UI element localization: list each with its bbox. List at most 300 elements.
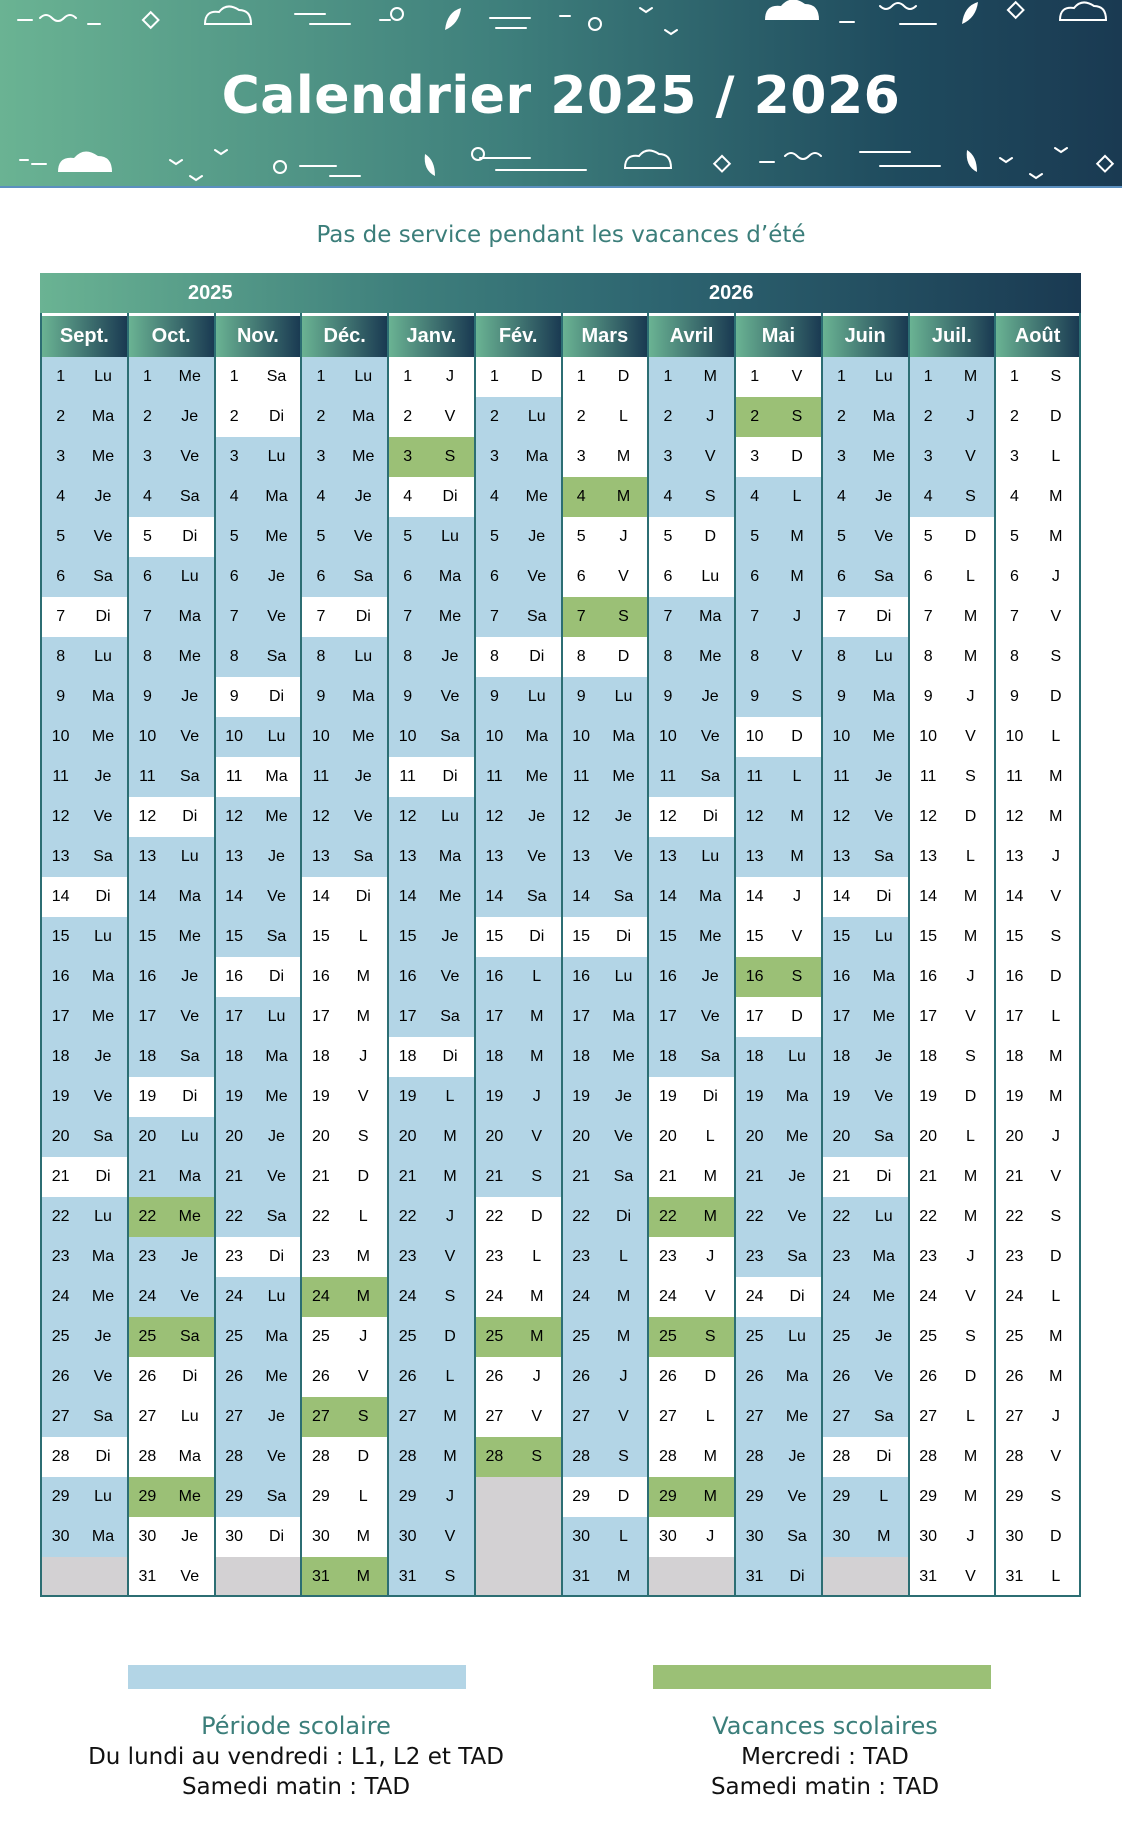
day-cell <box>823 1277 908 1317</box>
day-abbr: Sa <box>873 848 894 865</box>
day-number: 30 <box>658 1528 677 1545</box>
day-number: 28 <box>485 1448 504 1465</box>
day-abbr: Di <box>95 1168 111 1185</box>
day-abbr: S <box>618 608 629 625</box>
day-abbr: D <box>964 528 977 545</box>
day-abbr: S <box>1050 928 1062 945</box>
day-cell <box>42 597 127 637</box>
day-number: 14 <box>658 888 677 905</box>
day-abbr: S <box>791 688 803 705</box>
day-abbr: Sa <box>266 1208 287 1225</box>
day-number: 11 <box>399 768 416 785</box>
day-cell <box>42 1277 127 1317</box>
day-number: 23 <box>1005 1248 1024 1265</box>
day-abbr: Me <box>91 448 115 465</box>
day-number: 25 <box>658 1328 677 1345</box>
day-cell <box>129 517 214 557</box>
day-number: 14 <box>745 888 764 905</box>
day-cell <box>389 597 474 637</box>
day-number: 6 <box>316 568 326 585</box>
day-abbr: M <box>790 848 804 865</box>
day-cell <box>216 637 301 677</box>
day-number: 7 <box>836 608 846 625</box>
day-number: 26 <box>138 1368 157 1385</box>
day-cell <box>996 477 1079 517</box>
day-cell <box>823 797 908 837</box>
day-cell <box>302 477 387 517</box>
day-cell <box>476 1077 561 1117</box>
day-number: 18 <box>311 1048 330 1065</box>
day-number: 12 <box>138 808 157 825</box>
day-number: 10 <box>919 728 938 745</box>
day-abbr: L <box>966 848 975 865</box>
day-number: 2 <box>663 408 673 425</box>
day-number: 23 <box>658 1248 677 1265</box>
day-abbr: Me <box>352 728 375 745</box>
day-cell <box>910 637 995 677</box>
day-number: 26 <box>745 1368 764 1385</box>
day-cell <box>216 837 301 877</box>
day-abbr: Di <box>442 768 458 785</box>
day-number: 17 <box>485 1008 504 1025</box>
day-number: 15 <box>138 928 157 945</box>
day-number: 4 <box>1010 488 1019 505</box>
day-cell <box>563 637 648 677</box>
day-number: 7 <box>923 608 933 625</box>
day-abbr: J <box>966 1528 975 1545</box>
month-column <box>127 313 214 1597</box>
calendar-grid <box>40 313 1081 1597</box>
day-abbr: M <box>443 1448 457 1465</box>
day-number: 31 <box>138 1568 157 1585</box>
day-number: 9 <box>489 688 499 705</box>
day-number: 2 <box>489 408 499 425</box>
day-cell <box>563 357 648 397</box>
day-cell <box>389 957 474 997</box>
day-abbr: M <box>963 928 978 945</box>
day-cell <box>129 557 214 597</box>
day-abbr: Me <box>91 1288 115 1305</box>
day-cell <box>563 597 648 637</box>
day-abbr: M <box>616 1568 631 1585</box>
day-cell <box>216 1237 301 1277</box>
day-cell <box>996 597 1079 637</box>
day-number: 16 <box>1005 968 1024 985</box>
day-number: 13 <box>225 848 244 865</box>
day-number: 12 <box>398 808 417 825</box>
day-abbr: Ve <box>267 608 286 625</box>
legend-title-scolaire: Période scolaire <box>201 1712 391 1740</box>
day-abbr: Me <box>612 768 635 785</box>
day-cell <box>649 357 734 397</box>
day-abbr: V <box>357 1368 369 1385</box>
day-abbr: Lu <box>94 1208 112 1225</box>
day-number: 3 <box>923 448 933 465</box>
day-cell <box>823 837 908 877</box>
day-abbr: S <box>1050 648 1062 665</box>
day-abbr: V <box>791 648 803 665</box>
day-cell <box>996 877 1079 917</box>
day-cell <box>42 1317 127 1357</box>
day-cell <box>910 717 995 757</box>
day-cell <box>736 1557 821 1597</box>
month-header: Mai <box>736 316 821 357</box>
day-cell <box>302 1557 387 1597</box>
day-number: 18 <box>572 1048 591 1065</box>
day-number: 3 <box>403 448 413 465</box>
day-abbr: Di <box>268 688 285 705</box>
day-number: 7 <box>316 608 326 625</box>
day-abbr: L <box>358 1208 368 1225</box>
day-number: 13 <box>485 848 504 865</box>
day-cell <box>302 917 387 957</box>
day-abbr: M <box>790 568 804 585</box>
day-abbr: Sa <box>700 1048 721 1065</box>
day-abbr: Ve <box>527 848 547 865</box>
day-cell <box>736 1237 821 1277</box>
day-cell <box>996 797 1079 837</box>
day-abbr: Di <box>876 1168 892 1185</box>
day-number: 4 <box>750 488 760 505</box>
day-number: 5 <box>923 528 933 545</box>
day-cell <box>216 1277 301 1317</box>
day-abbr: Ve <box>93 528 113 545</box>
day-number: 28 <box>572 1448 591 1465</box>
day-cell <box>910 1397 995 1437</box>
day-number: 29 <box>398 1488 417 1505</box>
day-abbr: Ma <box>265 1328 288 1345</box>
day-cell <box>910 397 995 437</box>
day-number: 22 <box>51 1208 70 1225</box>
day-number: 23 <box>51 1248 70 1265</box>
day-abbr: J <box>793 888 801 905</box>
day-number: 24 <box>572 1288 591 1305</box>
day-abbr: Sa <box>93 1128 113 1145</box>
day-abbr: Ma <box>178 1168 201 1185</box>
day-abbr: Je <box>875 1328 893 1345</box>
month-column <box>387 313 474 1597</box>
day-cell <box>910 1317 995 1357</box>
day-abbr: Lu <box>788 1328 806 1345</box>
day-abbr: Sa <box>526 608 547 625</box>
day-cell <box>823 1477 908 1517</box>
day-cell <box>476 917 561 957</box>
day-cell <box>823 1117 908 1157</box>
day-cell <box>996 1357 1079 1397</box>
day-cell <box>129 1397 214 1437</box>
day-number: 3 <box>750 448 760 465</box>
day-cell <box>736 597 821 637</box>
day-cell <box>389 1197 474 1237</box>
day-cell <box>823 917 908 957</box>
day-number: 7 <box>229 608 239 625</box>
day-number: 19 <box>51 1088 70 1105</box>
day-cell <box>736 397 821 437</box>
day-number: 3 <box>229 448 239 465</box>
day-number: 29 <box>572 1488 591 1505</box>
day-number: 23 <box>485 1248 504 1265</box>
day-number: 23 <box>311 1248 330 1265</box>
day-number: 22 <box>919 1208 938 1225</box>
day-abbr: D <box>964 1088 977 1105</box>
empty-day-cell <box>476 1517 561 1557</box>
day-number: 17 <box>919 1008 938 1025</box>
day-number: 13 <box>51 848 70 865</box>
day-abbr: Lu <box>614 688 633 705</box>
day-cell <box>736 757 821 797</box>
day-number: 5 <box>403 528 413 545</box>
day-abbr: Di <box>95 1448 111 1465</box>
day-number: 29 <box>745 1488 764 1505</box>
day-abbr: Me <box>699 928 722 945</box>
day-number: 6 <box>1010 568 1019 585</box>
day-number: 29 <box>832 1488 851 1505</box>
day-abbr: Me <box>352 448 375 465</box>
day-abbr: M <box>1049 1048 1063 1065</box>
day-cell <box>823 1397 908 1437</box>
day-abbr: Je <box>268 848 285 865</box>
day-cell <box>563 397 648 437</box>
day-cell <box>736 1117 821 1157</box>
day-number: 4 <box>489 488 499 505</box>
day-cell <box>649 717 734 757</box>
day-cell <box>649 437 734 477</box>
day-abbr: Ma <box>178 888 201 905</box>
day-number: 29 <box>919 1488 938 1505</box>
day-abbr: Ve <box>93 1368 113 1385</box>
day-number: 14 <box>485 888 504 905</box>
day-cell <box>129 677 214 717</box>
day-number: 28 <box>745 1448 764 1465</box>
day-abbr: D <box>1050 1248 1062 1265</box>
day-abbr: L <box>1051 728 1061 745</box>
day-cell <box>736 797 821 837</box>
day-number: 10 <box>1005 728 1024 745</box>
day-cell <box>996 557 1079 597</box>
day-abbr: Sa <box>613 888 634 905</box>
day-number: 16 <box>832 968 851 985</box>
day-cell <box>823 357 908 397</box>
day-number: 6 <box>836 568 846 585</box>
day-cell <box>823 957 908 997</box>
day-number: 9 <box>229 688 239 705</box>
day-abbr: M <box>356 1568 370 1585</box>
day-number: 8 <box>923 648 933 665</box>
day-cell <box>389 1557 474 1597</box>
day-abbr: Je <box>354 768 372 785</box>
day-abbr: Ma <box>525 448 548 465</box>
day-abbr: L <box>1051 1008 1061 1025</box>
day-abbr: Me <box>265 1368 288 1385</box>
day-number: 2 <box>750 408 760 425</box>
day-number: 10 <box>311 728 330 745</box>
day-abbr: Je <box>441 928 459 945</box>
day-abbr: Ma <box>352 688 375 705</box>
day-abbr: V <box>965 728 976 745</box>
day-number: 15 <box>225 928 244 945</box>
day-number: 11 <box>746 768 763 785</box>
day-abbr: V <box>965 1288 976 1305</box>
day-cell <box>823 717 908 757</box>
day-abbr: D <box>791 448 803 465</box>
day-number: 18 <box>745 1048 764 1065</box>
day-cell <box>996 1557 1079 1597</box>
day-cell <box>736 837 821 877</box>
day-abbr: Me <box>872 728 895 745</box>
day-number: 7 <box>142 608 152 625</box>
day-cell <box>216 1197 301 1237</box>
month-header: Sept. <box>42 316 127 357</box>
legend-swatch-vacances <box>653 1665 991 1689</box>
day-cell <box>42 877 127 917</box>
day-abbr: V <box>965 448 976 465</box>
day-cell <box>302 1517 387 1557</box>
day-abbr: M <box>443 1408 457 1425</box>
day-number: 2 <box>576 408 586 425</box>
day-number: 24 <box>311 1288 330 1305</box>
day-number: 20 <box>658 1128 677 1145</box>
day-abbr: Ma <box>91 1248 115 1265</box>
day-number: 21 <box>1005 1168 1024 1185</box>
day-cell <box>389 1077 474 1117</box>
day-number: 17 <box>658 1008 677 1025</box>
day-cell <box>42 957 127 997</box>
day-number: 29 <box>51 1488 70 1505</box>
day-cell <box>910 917 995 957</box>
day-number: 1 <box>403 368 413 385</box>
day-abbr: Ve <box>874 528 894 545</box>
day-number: 27 <box>572 1408 591 1425</box>
day-number: 18 <box>832 1048 851 1065</box>
day-cell <box>42 1437 127 1477</box>
day-cell <box>389 437 474 477</box>
day-abbr: Lu <box>267 1288 286 1305</box>
day-abbr: Di <box>442 1048 458 1065</box>
day-number: 27 <box>745 1408 764 1425</box>
day-number: 5 <box>836 528 846 545</box>
day-number: 6 <box>663 568 673 585</box>
day-cell <box>736 557 821 597</box>
empty-day-cell <box>649 1557 734 1597</box>
day-abbr: J <box>1051 1408 1060 1425</box>
day-abbr: Ve <box>787 1488 807 1505</box>
day-cell <box>302 1397 387 1437</box>
day-abbr: Je <box>94 1328 112 1345</box>
day-abbr: Sa <box>787 1528 807 1545</box>
day-cell <box>823 437 908 477</box>
year-2026-label: 2026 <box>709 282 754 304</box>
day-cell <box>736 1517 821 1557</box>
day-number: 14 <box>311 888 330 905</box>
day-cell <box>302 1117 387 1157</box>
day-cell <box>996 757 1079 797</box>
day-cell <box>910 997 995 1037</box>
day-cell <box>476 557 561 597</box>
day-cell <box>389 1477 474 1517</box>
day-cell <box>563 877 648 917</box>
day-abbr: J <box>446 1488 454 1505</box>
day-abbr: D <box>704 1368 717 1385</box>
day-cell <box>649 877 734 917</box>
day-cell <box>216 957 301 997</box>
day-abbr: Di <box>268 408 285 425</box>
day-abbr: L <box>619 408 628 425</box>
day-cell <box>996 397 1079 437</box>
day-cell <box>389 877 474 917</box>
day-cell <box>910 957 995 997</box>
day-number: 20 <box>51 1128 70 1145</box>
day-number: 11 <box>659 768 677 785</box>
day-cell <box>129 1557 214 1597</box>
day-number: 18 <box>485 1048 504 1065</box>
day-abbr: D <box>357 1168 370 1185</box>
day-abbr: Je <box>268 568 285 585</box>
day-cell <box>649 1197 734 1237</box>
legend-line-scolaire-1: Du lundi au vendredi : L1, L2 et TAD <box>88 1744 504 1770</box>
day-cell <box>476 717 561 757</box>
day-cell <box>996 677 1079 717</box>
day-cell <box>129 1277 214 1317</box>
day-number: 8 <box>836 648 846 665</box>
day-abbr: Ve <box>93 808 113 825</box>
day-cell <box>823 597 908 637</box>
day-number: 26 <box>398 1368 417 1385</box>
day-number: 23 <box>832 1248 851 1265</box>
day-abbr: M <box>963 368 978 385</box>
day-abbr: V <box>618 568 629 585</box>
day-number: 4 <box>663 488 673 505</box>
day-cell <box>563 837 648 877</box>
day-abbr: Ve <box>440 688 460 705</box>
day-abbr: Di <box>355 608 371 625</box>
day-cell <box>996 717 1079 757</box>
day-cell <box>996 437 1079 477</box>
day-abbr: S <box>531 1168 543 1185</box>
day-number: 8 <box>489 648 499 665</box>
day-abbr: Di <box>615 928 632 945</box>
day-number: 24 <box>919 1288 938 1305</box>
day-number: 24 <box>51 1288 70 1305</box>
day-number: 22 <box>658 1208 677 1225</box>
day-number: 7 <box>1010 608 1019 625</box>
day-cell <box>476 757 561 797</box>
day-number: 14 <box>51 888 70 905</box>
day-abbr: S <box>357 1128 369 1145</box>
day-abbr: Lu <box>94 928 112 945</box>
day-number: 11 <box>225 768 243 785</box>
day-abbr: D <box>791 728 803 745</box>
day-number: 24 <box>225 1288 244 1305</box>
day-number: 26 <box>572 1368 591 1385</box>
day-abbr: Je <box>94 488 112 505</box>
day-cell <box>129 717 214 757</box>
day-number: 18 <box>398 1048 417 1065</box>
day-abbr: Sa <box>787 1248 807 1265</box>
month-header: Juin <box>823 316 908 357</box>
day-abbr: Ve <box>353 528 373 545</box>
day-cell <box>563 1037 648 1077</box>
day-abbr: Lu <box>788 1048 806 1065</box>
day-cell <box>910 1237 995 1277</box>
day-number: 3 <box>489 448 499 465</box>
day-cell <box>42 1477 127 1517</box>
day-number: 7 <box>489 608 499 625</box>
day-number: 20 <box>311 1128 330 1145</box>
day-abbr: V <box>531 1128 543 1145</box>
day-number: 29 <box>138 1488 157 1505</box>
day-abbr: Ma <box>785 1088 809 1105</box>
day-abbr: Sa <box>526 888 547 905</box>
